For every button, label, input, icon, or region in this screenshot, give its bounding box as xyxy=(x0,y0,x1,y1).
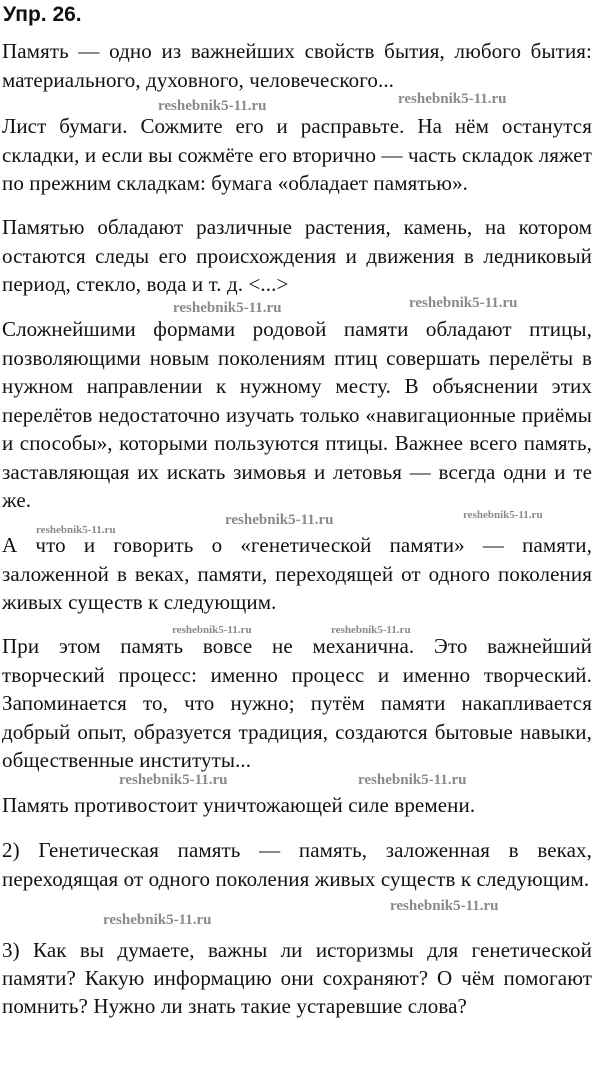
watermark: reshebnik5-11.ru xyxy=(409,295,518,311)
watermark: reshebnik5-11.ru xyxy=(331,624,411,636)
question-3: 3) Как вы думаете, важны ли историзмы для генетической памяти? Какую информацию они сохраняют? О чём помогают помнить? Нужно ли знать такие устаревшие слова? xyxy=(2,938,592,1018)
paragraph-plants-stone: Памятью обладают различные растения, камень, на котором остаются следы его происхождения и движения в ледниковый период, стекло, вода и т. д. <...> xyxy=(2,215,592,296)
exercise-title: Упр. 26. xyxy=(3,3,82,26)
watermark: reshebnik5-11.ru xyxy=(398,91,507,107)
watermark: reshebnik5-11.ru xyxy=(463,509,543,521)
answer-2: 2) Генетическая память — память, заложенная в веках, переходящая от одного поколения живых существ к следующим. xyxy=(2,838,592,891)
watermark: reshebnik5-11.ru xyxy=(358,772,467,788)
paragraph-genetic-memory: А что и говорить о «генетической памяти» — памяти, заложенной в веках, памяти, переходящей от одного поколения живых существ к следующим. xyxy=(2,533,592,614)
watermark: reshebnik5-11.ru xyxy=(119,772,228,788)
paragraph-against-time: Память противостоит уничтожающей силе времени. xyxy=(2,793,476,817)
watermark: reshebnik5-11.ru xyxy=(225,512,334,528)
watermark: reshebnik5-11.ru xyxy=(390,898,499,914)
watermark: reshebnik5-11.ru xyxy=(36,524,116,536)
watermark: reshebnik5-11.ru xyxy=(173,300,282,316)
paragraph-creative-process: При этом память вовсе не механична. Это важнейший творческий процесс: именно процесс и именно творческий. Запоминается то, что нужно; путём памяти накапливается добрый опыт, образуется традиция, создаются бытовые навыки, общественные институты... xyxy=(2,634,592,772)
watermark: reshebnik5-11.ru xyxy=(158,98,267,114)
paragraph-memory-intro: Память — одно из важнейших свойств бытия, любого бытия: материального, духовного, человеческого... xyxy=(2,39,592,92)
paragraph-paper-sheet: Лист бумаги. Сожмите его и расправьте. На нём останутся складки, и если вы сожмёте его вторично — часть складок ляжет по прежним складкам: бумага «обладает памятью». xyxy=(2,114,592,195)
watermark: reshebnik5-11.ru xyxy=(103,912,212,928)
watermark: reshebnik5-11.ru xyxy=(172,624,252,636)
paragraph-birds: Сложнейшими формами родовой памяти обладают птицы, позволяющими новым поколениям птиц совершать перелёты в нужном направлении к нужному месту. В объяснении этих перелётов недостаточно изучать только «навигационные приёмы и способы», которыми пользуются птицы. Важнее всего память, заставляющая их искать зимовья и летовья — всегда одни и те же. xyxy=(2,317,592,512)
